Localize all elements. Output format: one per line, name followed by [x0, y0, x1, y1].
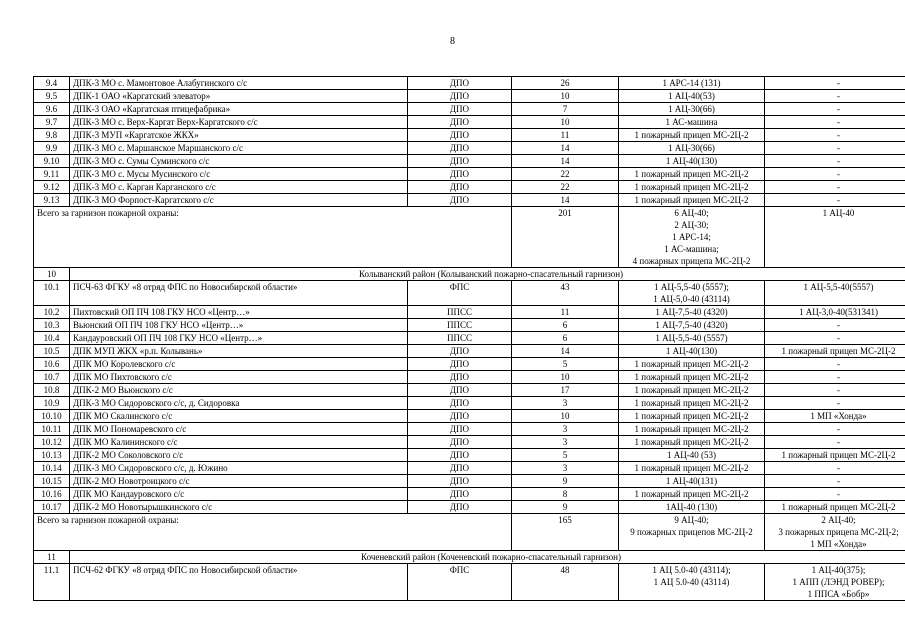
- table-row: [34, 129, 905, 142]
- reserve-equipment: -: [765, 168, 905, 181]
- staff-count: 8: [512, 488, 619, 501]
- reserve-equipment: [765, 397, 905, 410]
- row-number: 9.8: [34, 129, 70, 142]
- staff-count: 3: [512, 436, 619, 449]
- row-number: 9.10: [34, 155, 70, 168]
- main-equipment: [619, 423, 765, 436]
- unit-name: ДПК-3 ОАО «Каргатская птицефабрика»: [70, 103, 408, 116]
- total-reserve-equipment-line: 1 МП «Хонда»: [810, 539, 867, 549]
- unit-name: ДПК МО Скалинского с/с: [70, 410, 408, 423]
- table-row: [34, 475, 905, 488]
- row-number: 9.7: [34, 116, 70, 129]
- staff-count: 14: [512, 142, 619, 155]
- reserve-equipment: [765, 371, 905, 384]
- staff-count: 3: [512, 462, 619, 475]
- reserve-equipment: -: [765, 181, 905, 194]
- reserve-equipment: [765, 423, 905, 436]
- table-row: [34, 168, 905, 181]
- unit-type: ДПО: [408, 423, 512, 436]
- page-number: 8: [450, 36, 455, 47]
- main-equipment-line: 1 пожарный прицеп МС-2Ц-2: [634, 424, 749, 434]
- main-equipment: [619, 410, 765, 423]
- reserve-equipment: [765, 306, 905, 319]
- main-equipment-line: 1 АЦ 5.0-40 (43114): [653, 577, 730, 587]
- main-equipment: 1 пожарный прицеп МС-2Ц-2: [619, 181, 765, 194]
- total-main-equipment-line: 1 АРС-14;: [672, 232, 711, 242]
- row-number: 10.8: [34, 384, 70, 397]
- unit-type: ДПО: [408, 77, 512, 90]
- staff-count: 9: [512, 501, 619, 514]
- main-equipment-line: 1 АЦ-40 (53): [667, 450, 716, 460]
- main-equipment-line: 1 пожарный прицеп МС-2Ц-2: [634, 359, 749, 369]
- staff-count: 14: [512, 345, 619, 358]
- total-reserve-equipment-line: 3 пожарных прицепа МС-2Ц-2;: [778, 527, 899, 537]
- main-equipment: [619, 501, 765, 514]
- reserve-equipment: [765, 410, 905, 423]
- row-number: 10.7: [34, 371, 70, 384]
- staff-count: 14: [512, 155, 619, 168]
- unit-name: ДПК-3 МО с. Сумы Суминского с/с: [70, 155, 408, 168]
- table-row: [34, 449, 905, 462]
- staff-count: 11: [512, 129, 619, 142]
- unit-type: ДПО: [408, 462, 512, 475]
- staff-count: 7: [512, 103, 619, 116]
- unit-name: ДПК-3 МО с. Мусы Мусинского с/с: [70, 168, 408, 181]
- unit-type: ДПО: [408, 410, 512, 423]
- section-number: 10: [34, 268, 70, 281]
- main-equipment: [619, 488, 765, 501]
- unit-name: ДПК-3 МО Сидоровского с/с, д. Южино: [70, 462, 408, 475]
- unit-name: Пихтовский ОП ПЧ 108 ГКУ НСО «Центр…»: [70, 306, 408, 319]
- main-equipment: [619, 384, 765, 397]
- total-count: 165: [512, 514, 619, 551]
- unit-type: ДПО: [408, 345, 512, 358]
- main-equipment: [619, 436, 765, 449]
- main-equipment: 1 пожарный прицеп МС-2Ц-2: [619, 194, 765, 207]
- main-equipment: [619, 397, 765, 410]
- row-number: 10.1: [34, 281, 70, 306]
- table-row: [34, 384, 905, 397]
- main-equipment-line: 1 пожарный прицеп МС-2Ц-2: [634, 411, 749, 421]
- section-header-row: [34, 268, 905, 281]
- row-number: 10.15: [34, 475, 70, 488]
- unit-type: ДПО: [408, 384, 512, 397]
- main-equipment: 1 АС-машина: [619, 116, 765, 129]
- unit-name: ДПК-2 МО Соколовского с/с: [70, 449, 408, 462]
- staff-count: 14: [512, 194, 619, 207]
- main-equipment-line: 1 АЦ-5,5-40 (5557);: [654, 282, 729, 292]
- unit-name: ДПК-2 МО Новотырышкинского с/с: [70, 501, 408, 514]
- unit-type: ФПС: [408, 564, 512, 601]
- reserve-equipment-line: -: [837, 463, 840, 473]
- row-number: 10.13: [34, 449, 70, 462]
- staff-count: 5: [512, 358, 619, 371]
- reserve-equipment-line: 1 пожарный прицеп МС-2Ц-2: [781, 450, 896, 460]
- unit-type: ДПО: [408, 90, 512, 103]
- section-header-row: [34, 551, 905, 564]
- reserve-equipment-line: 1 пожарный прицеп МС-2Ц-2: [781, 502, 896, 512]
- table-row: [34, 181, 905, 194]
- unit-name: ДПК-3 МУП «Каргатское ЖКХ»: [70, 129, 408, 142]
- reserve-equipment-line: 1 ППСА «Бобр»: [807, 589, 870, 599]
- main-equipment-line: 1 АЦ-5,0-40 (43114): [653, 294, 730, 304]
- staff-count: 22: [512, 168, 619, 181]
- reserve-equipment: [765, 475, 905, 488]
- unit-type: ДПО: [408, 436, 512, 449]
- staff-count: 17: [512, 384, 619, 397]
- staff-count: 22: [512, 181, 619, 194]
- main-equipment: [619, 281, 765, 306]
- table-row: [34, 423, 905, 436]
- reserve-equipment-line: -: [837, 424, 840, 434]
- reserve-equipment-line: -: [837, 333, 840, 343]
- unit-type: ППСС: [408, 306, 512, 319]
- fire-garrison-table: [33, 76, 905, 601]
- staff-count: 5: [512, 449, 619, 462]
- reserve-equipment: -: [765, 90, 905, 103]
- unit-type: ДПО: [408, 371, 512, 384]
- table-row: [34, 488, 905, 501]
- unit-type: ДПО: [408, 155, 512, 168]
- main-equipment-line: 1 АЦ-7,5-40 (4320): [655, 307, 728, 317]
- unit-name: ДПК МО Королевского с/с: [70, 358, 408, 371]
- unit-type: ДПО: [408, 181, 512, 194]
- total-main-equipment-line: 2 АЦ-30;: [674, 220, 709, 230]
- total-main-equipment: [619, 207, 765, 268]
- unit-name: ПСЧ-62 ФГКУ «8 отряд ФПС по Новосибирской области»: [70, 564, 408, 601]
- row-number: 10.9: [34, 397, 70, 410]
- total-row: [34, 207, 905, 268]
- unit-type: ДПО: [408, 449, 512, 462]
- unit-name: ДПК-2 МО Новотроицкого с/с: [70, 475, 408, 488]
- main-equipment-line: 1 АЦ-40(130): [665, 346, 718, 356]
- main-equipment: [619, 306, 765, 319]
- table-row: [34, 319, 905, 332]
- total-count: 201: [512, 207, 619, 268]
- reserve-equipment: -: [765, 194, 905, 207]
- reserve-equipment-line: -: [837, 476, 840, 486]
- unit-name: ДПК МО Калининского с/с: [70, 436, 408, 449]
- staff-count: 10: [512, 116, 619, 129]
- main-equipment: 1 АЦ-40(53): [619, 90, 765, 103]
- total-row: [34, 514, 905, 551]
- section-number: 11: [34, 551, 70, 564]
- unit-name: ДПК МО Пихтовского с/с: [70, 371, 408, 384]
- total-reserve-equipment: [765, 514, 905, 551]
- reserve-equipment: [765, 564, 905, 601]
- reserve-equipment: [765, 345, 905, 358]
- row-number: 10.14: [34, 462, 70, 475]
- row-number: 10.11: [34, 423, 70, 436]
- total-main-equipment: [619, 514, 765, 551]
- unit-type: ППСС: [408, 319, 512, 332]
- main-equipment: [619, 449, 765, 462]
- main-equipment-line: 1АЦ-40 (130): [665, 502, 718, 512]
- total-main-equipment-line: 9 АЦ-40;: [674, 515, 709, 525]
- reserve-equipment: [765, 384, 905, 397]
- row-number: 9.5: [34, 90, 70, 103]
- table-row: [34, 332, 905, 345]
- table-row: [34, 462, 905, 475]
- table-row: [34, 345, 905, 358]
- table-row: [34, 281, 905, 306]
- table-row: [34, 397, 905, 410]
- reserve-equipment: [765, 488, 905, 501]
- reserve-equipment: [765, 449, 905, 462]
- unit-type: ДПО: [408, 397, 512, 410]
- total-reserve-equipment: [765, 207, 905, 268]
- table-row: [34, 436, 905, 449]
- total-reserve-equipment-line: 2 АЦ-40;: [821, 515, 856, 525]
- row-number: 9.9: [34, 142, 70, 155]
- staff-count: 11: [512, 306, 619, 319]
- row-number: 10.2: [34, 306, 70, 319]
- main-equipment: [619, 462, 765, 475]
- total-main-equipment-line: 4 пожарных прицепа МС-2Ц-2: [632, 256, 751, 266]
- unit-name: ДПК-3 МО Форпост-Каргатского с/с: [70, 194, 408, 207]
- staff-count: 10: [512, 90, 619, 103]
- main-equipment-line: 1 пожарный прицеп МС-2Ц-2: [634, 385, 749, 395]
- unit-name: ДПК-3 МО с. Маршанское Маршанского с/с: [70, 142, 408, 155]
- unit-type: ДПО: [408, 358, 512, 371]
- table-row: [34, 501, 905, 514]
- staff-count: 26: [512, 77, 619, 90]
- unit-name: ДПК-2 МО Вьюнского с/с: [70, 384, 408, 397]
- reserve-equipment-line: 1 МП «Хонда»: [810, 411, 867, 421]
- unit-name: ДПК-3 МО с. Мамонтовое Алабугинского с/с: [70, 77, 408, 90]
- main-equipment-line: 1 АЦ 5.0-40 (43114);: [652, 565, 731, 575]
- unit-type: ДПО: [408, 116, 512, 129]
- table-row: [34, 306, 905, 319]
- unit-name: Вьюнский ОП ПЧ 108 ГКУ НСО «Центр…»: [70, 319, 408, 332]
- reserve-equipment-line: -: [837, 398, 840, 408]
- total-main-equipment-line: 6 АЦ-40;: [674, 208, 709, 218]
- main-equipment: [619, 319, 765, 332]
- table-row: [34, 116, 905, 129]
- main-equipment-line: 1 АЦ-5,5-40 (5557): [655, 333, 728, 343]
- unit-type: ФПС: [408, 281, 512, 306]
- table-row: [34, 564, 905, 601]
- table-row: [34, 194, 905, 207]
- main-equipment-line: 1 пожарный прицеп МС-2Ц-2: [634, 463, 749, 473]
- main-equipment-line: 1 пожарный прицеп МС-2Ц-2: [634, 372, 749, 382]
- reserve-equipment-line: 1 пожарный прицеп МС-2Ц-2: [781, 346, 896, 356]
- section-title: Колыванский район (Колыванский пожарно-спасательный гарнизон): [70, 268, 905, 281]
- reserve-equipment-line: 1 АЦ-5,5-40(5557): [803, 282, 874, 292]
- main-equipment: 1 АЦ-30(66): [619, 142, 765, 155]
- table-row: [34, 410, 905, 423]
- reserve-equipment-line: -: [837, 385, 840, 395]
- main-equipment: 1 АЦ-40(130): [619, 155, 765, 168]
- main-equipment: 1 пожарный прицеп МС-2Ц-2: [619, 168, 765, 181]
- staff-count: 43: [512, 281, 619, 306]
- main-equipment: [619, 332, 765, 345]
- reserve-equipment-line: 1 АЦ-3,0-40(531341): [799, 307, 878, 317]
- table-row: [34, 77, 905, 90]
- unit-type: ППСС: [408, 332, 512, 345]
- unit-type: ДПО: [408, 103, 512, 116]
- table-row: [34, 371, 905, 384]
- reserve-equipment: [765, 358, 905, 371]
- table-body: [34, 77, 905, 601]
- unit-name: ПСЧ-63 ФГКУ «8 отряд ФПС по Новосибирской области»: [70, 281, 408, 306]
- staff-count: 6: [512, 319, 619, 332]
- reserve-equipment-line: 1 АПП (ЛЭНД РОВЕР);: [792, 577, 885, 587]
- row-number: 10.16: [34, 488, 70, 501]
- reserve-equipment: [765, 319, 905, 332]
- unit-name: ДПК МО Кандауровского с/с: [70, 488, 408, 501]
- main-equipment: 1 АРС-14 (131): [619, 77, 765, 90]
- table-row: [34, 142, 905, 155]
- staff-count: 10: [512, 371, 619, 384]
- main-equipment: 1 пожарный прицеп МС-2Ц-2: [619, 129, 765, 142]
- reserve-equipment: -: [765, 142, 905, 155]
- unit-type: ДПО: [408, 475, 512, 488]
- row-number: 9.4: [34, 77, 70, 90]
- total-label: Всего за гарнизон пожарной охраны:: [34, 207, 512, 268]
- unit-type: ДПО: [408, 168, 512, 181]
- reserve-equipment-line: 1 АЦ-40(375);: [811, 565, 866, 575]
- main-equipment-line: 1 пожарный прицеп МС-2Ц-2: [634, 437, 749, 447]
- reserve-equipment: -: [765, 116, 905, 129]
- main-equipment: [619, 358, 765, 371]
- unit-type: ДПО: [408, 501, 512, 514]
- unit-type: ДПО: [408, 142, 512, 155]
- row-number: 9.13: [34, 194, 70, 207]
- table-row: [34, 358, 905, 371]
- main-equipment-line: 1 АЦ-40(131): [665, 476, 718, 486]
- main-equipment: 1 АЦ-30(66): [619, 103, 765, 116]
- unit-name: ДПК-3 МО Сидоровского с/с, д. Сидоровка: [70, 397, 408, 410]
- unit-name: ДПК-1 ОАО «Каргатский элеватор»: [70, 90, 408, 103]
- main-equipment-line: 1 АЦ-7,5-40 (4320): [655, 320, 728, 330]
- row-number: 9.12: [34, 181, 70, 194]
- main-equipment: [619, 475, 765, 488]
- staff-count: 9: [512, 475, 619, 488]
- reserve-equipment: [765, 281, 905, 306]
- main-equipment: [619, 564, 765, 601]
- staff-count: 3: [512, 397, 619, 410]
- row-number: 9.6: [34, 103, 70, 116]
- main-equipment-line: 1 пожарный прицеп МС-2Ц-2: [634, 489, 749, 499]
- total-main-equipment-line: 9 пожарных прицепов МС-2Ц-2: [630, 527, 753, 537]
- reserve-equipment-line: -: [837, 320, 840, 330]
- reserve-equipment: -: [765, 129, 905, 142]
- row-number: 10.4: [34, 332, 70, 345]
- unit-type: ДПО: [408, 194, 512, 207]
- table-row: [34, 103, 905, 116]
- row-number: 10.3: [34, 319, 70, 332]
- reserve-equipment: -: [765, 155, 905, 168]
- reserve-equipment: -: [765, 103, 905, 116]
- reserve-equipment-line: -: [837, 359, 840, 369]
- reserve-equipment-line: -: [837, 372, 840, 382]
- reserve-equipment: [765, 462, 905, 475]
- reserve-equipment: [765, 436, 905, 449]
- main-equipment: [619, 345, 765, 358]
- row-number: 10.10: [34, 410, 70, 423]
- row-number: 10.12: [34, 436, 70, 449]
- reserve-equipment: [765, 332, 905, 345]
- staff-count: 3: [512, 423, 619, 436]
- unit-name: ДПК-3 МО с. Карган Карганского с/с: [70, 181, 408, 194]
- staff-count: 10: [512, 410, 619, 423]
- main-equipment-line: 1 пожарный прицеп МС-2Ц-2: [634, 398, 749, 408]
- unit-name: ДПК-3 МО с. Верх-Каргат Верх-Каргатского с/с: [70, 116, 408, 129]
- reserve-equipment: [765, 501, 905, 514]
- total-label: Всего за гарнизон пожарной охраны:: [34, 514, 512, 551]
- unit-name: ДПК МО Пономаревского с/с: [70, 423, 408, 436]
- row-number: 10.6: [34, 358, 70, 371]
- unit-name: Кандауровский ОП ПЧ 108 ГКУ НСО «Центр…»: [70, 332, 408, 345]
- section-title: Коченевский район (Коченевский пожарно-спасательный гарнизон): [70, 551, 905, 564]
- reserve-equipment: -: [765, 77, 905, 90]
- row-number: 11.1: [34, 564, 70, 601]
- total-reserve-equipment-line: 1 АЦ-40: [822, 208, 855, 218]
- reserve-equipment-line: -: [837, 437, 840, 447]
- unit-name: ДПК МУП ЖКХ «р.п. Колывань»: [70, 345, 408, 358]
- total-main-equipment-line: 1 АС-машина;: [664, 244, 719, 254]
- unit-type: ДПО: [408, 488, 512, 501]
- main-equipment: [619, 371, 765, 384]
- row-number: 10.5: [34, 345, 70, 358]
- staff-count: 48: [512, 564, 619, 601]
- row-number: 9.11: [34, 168, 70, 181]
- table-row: [34, 155, 905, 168]
- reserve-equipment-line: -: [837, 489, 840, 499]
- table-row: [34, 90, 905, 103]
- staff-count: 6: [512, 332, 619, 345]
- row-number: 10.17: [34, 501, 70, 514]
- unit-type: ДПО: [408, 129, 512, 142]
